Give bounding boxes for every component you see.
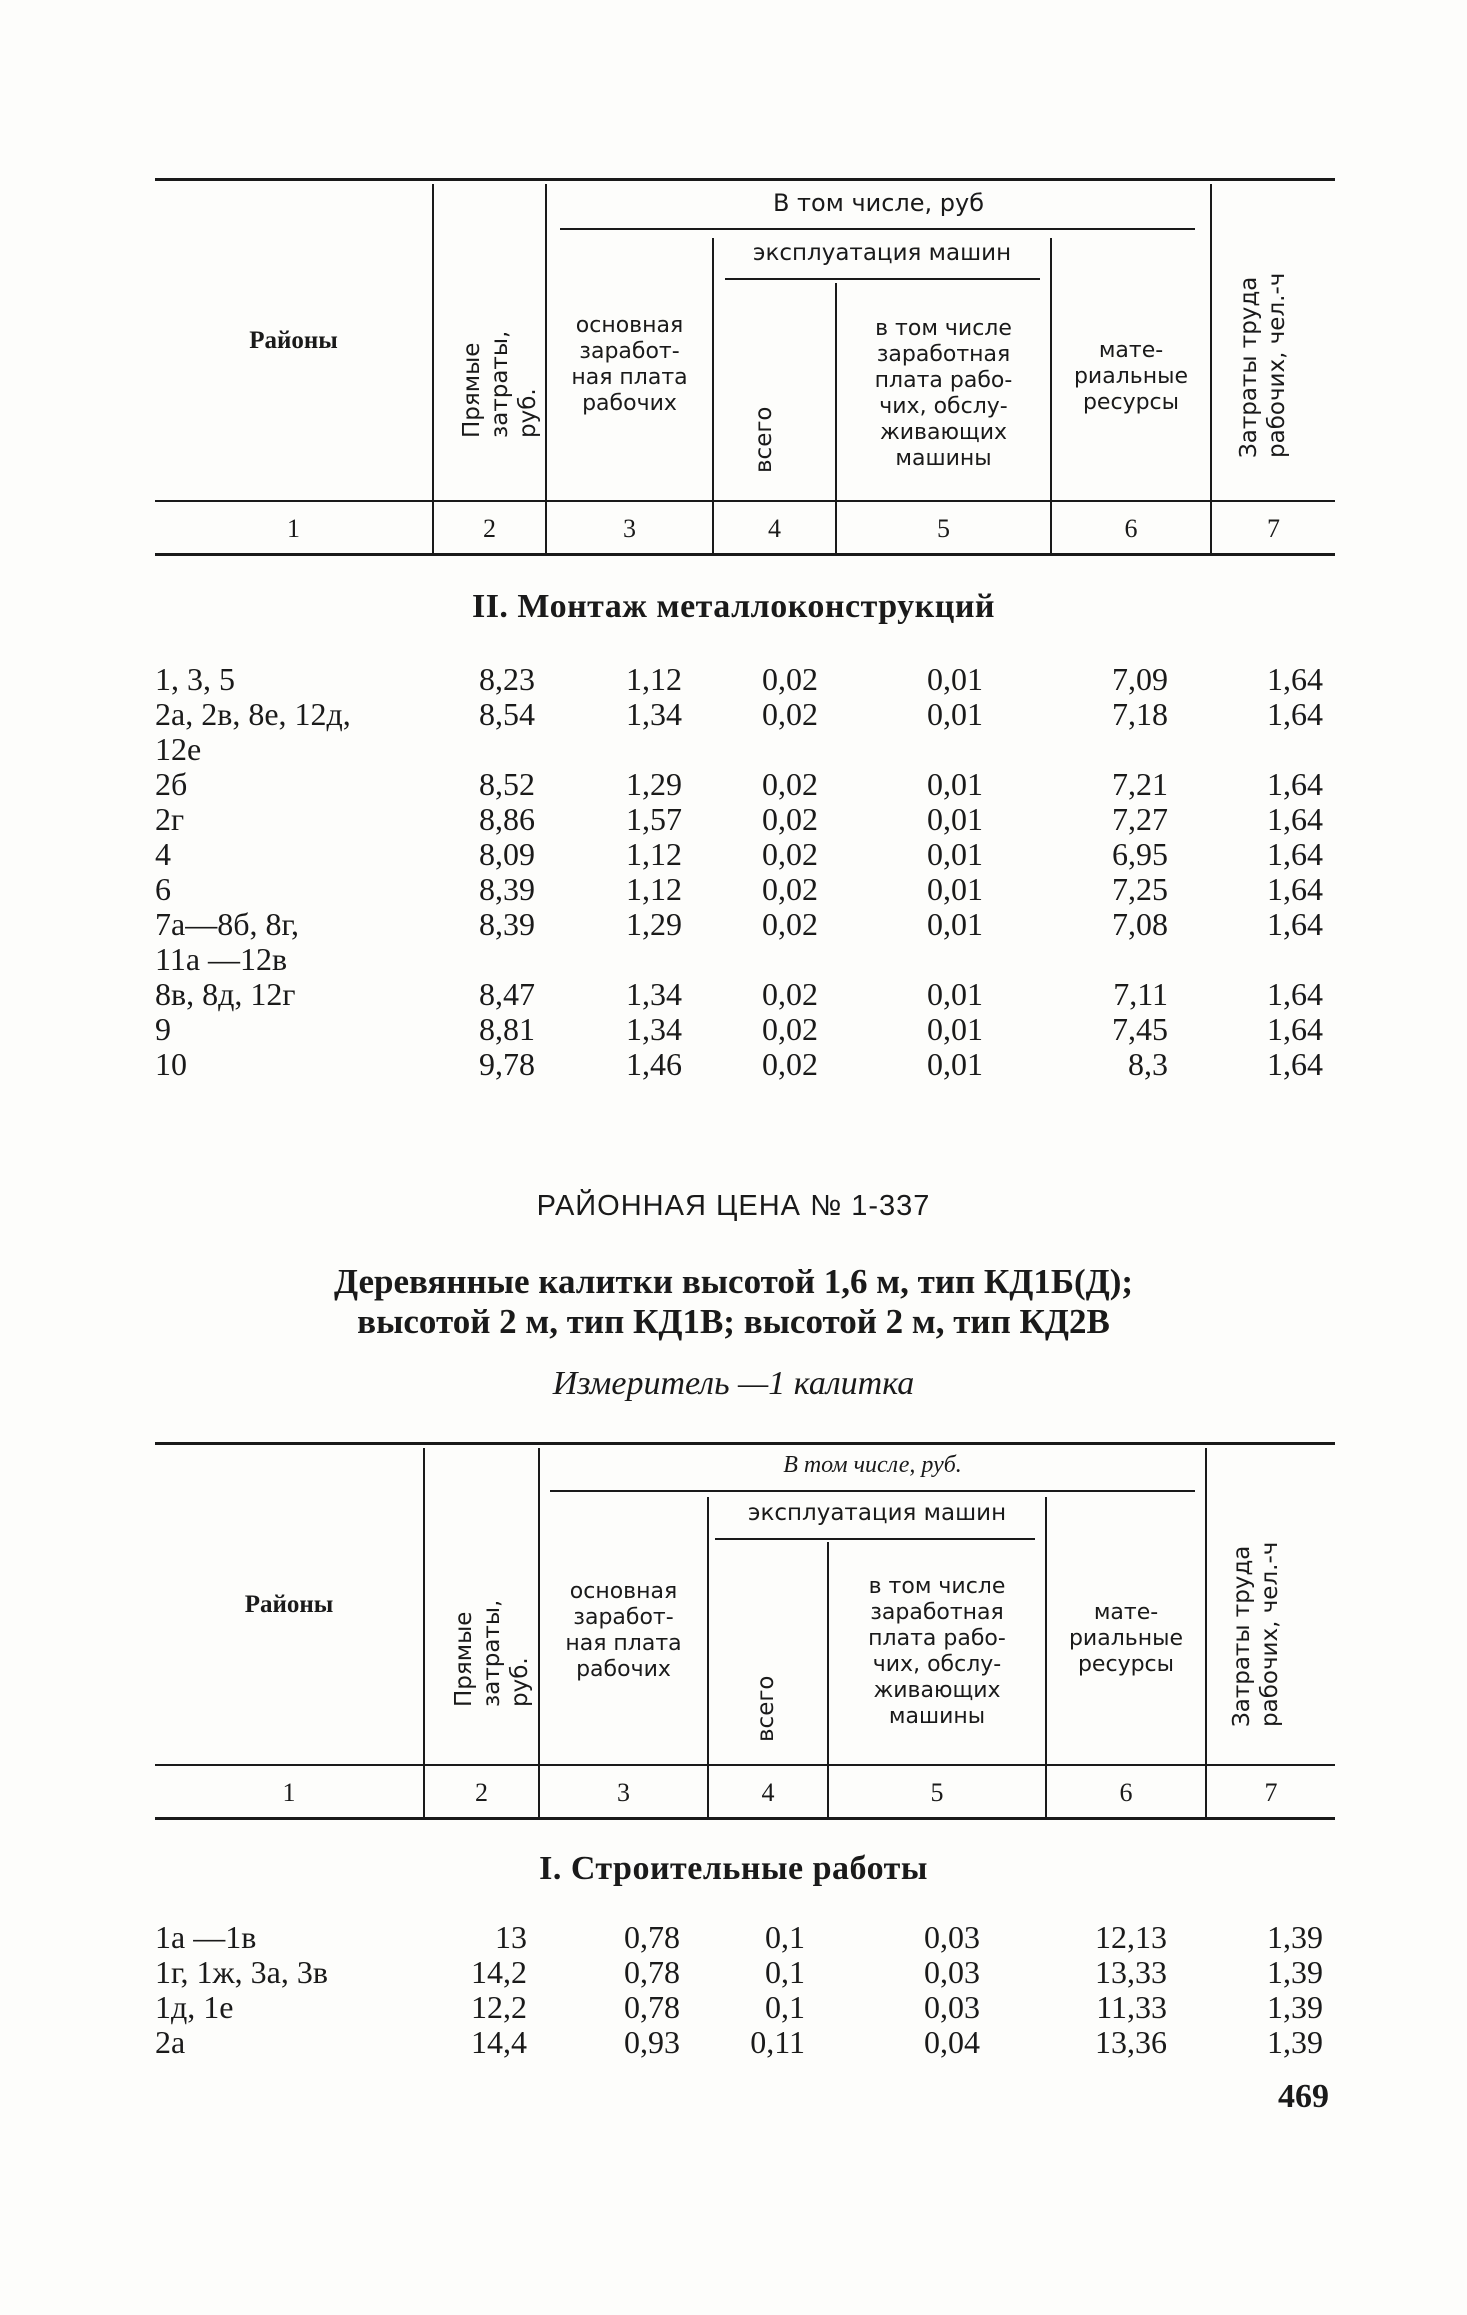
row-value-c3: 1,34 xyxy=(626,976,682,1012)
row-value-c3: 1,29 xyxy=(626,906,682,942)
row-value-c7: 1,39 xyxy=(1267,2024,1323,2060)
row-value-c3: 1,46 xyxy=(626,1046,682,1082)
table-row xyxy=(155,1047,1335,1082)
row-value-c3: 1,57 xyxy=(626,801,682,837)
table-row xyxy=(155,697,1335,732)
col-number-1: 1 xyxy=(287,514,300,543)
row-value-c2: 8,39 xyxy=(479,871,535,907)
col-total-header-2: всего xyxy=(753,1675,779,1742)
row-value-c4: 0,02 xyxy=(762,1011,818,1047)
row-value-c5: 0,01 xyxy=(927,1046,983,1082)
col-number-2: 2 xyxy=(483,514,496,543)
row-value-c5: 0,01 xyxy=(927,766,983,802)
table-header-2 xyxy=(155,1442,1335,1822)
col-number-3-t2: 3 xyxy=(617,1778,630,1807)
group-machines-header: эксплуатация машин xyxy=(752,240,1012,266)
group-machines-header-2: эксплуатация машин xyxy=(747,1500,1007,1526)
row-region: 8в, 8д, 12г xyxy=(155,976,296,1012)
row-value-c2: 8,81 xyxy=(479,1011,535,1047)
row-region: 2а xyxy=(155,2024,186,2060)
row-value-c5: 0,01 xyxy=(927,976,983,1012)
col-number-7: 7 xyxy=(1267,514,1280,543)
table-row xyxy=(155,942,1335,977)
table-row xyxy=(155,767,1335,802)
row-value-c7: 1,64 xyxy=(1267,696,1323,732)
row-value-c7: 1,64 xyxy=(1267,1046,1323,1082)
row-value-c4: 0,1 xyxy=(765,1919,805,1955)
page-number: 469 xyxy=(1278,2078,1329,2115)
table-row xyxy=(155,2025,1335,2060)
row-value-c2: 8,09 xyxy=(479,836,535,872)
row-value-c6: 7,18 xyxy=(1112,696,1168,732)
col-number-5: 5 xyxy=(937,514,950,543)
measure-unit: Измеритель —1 калитка xyxy=(552,1365,915,1402)
row-value-c5: 0,03 xyxy=(924,1954,980,1990)
row-value-c6: 12,13 xyxy=(1095,1919,1167,1955)
row-value-c2: 8,47 xyxy=(479,976,535,1012)
row-value-c6: 7,11 xyxy=(1113,976,1168,1012)
section-title-1: II. Монтаж металлоконструкций xyxy=(471,588,996,625)
row-value-c4: 0,1 xyxy=(765,1989,805,2025)
row-value-c4: 0,11 xyxy=(750,2024,805,2060)
row-value-c2: 14,4 xyxy=(471,2024,527,2060)
row-value-c3: 0,78 xyxy=(624,1954,680,1990)
col-regions-header-2: Районы xyxy=(244,1591,334,1618)
table-header-1 xyxy=(155,178,1335,558)
col-direct-costs-header: Прямые затраты, руб. xyxy=(459,330,541,438)
table-row xyxy=(155,1920,1335,1955)
row-value-c3: 1,12 xyxy=(626,661,682,697)
col-number-7-t2: 7 xyxy=(1264,1778,1278,1807)
row-region: 9 xyxy=(155,1011,171,1047)
col-base-wage-header: основная заработ- ная плата рабочих xyxy=(571,313,688,416)
table-row xyxy=(155,907,1335,942)
row-value-c5: 0,01 xyxy=(927,696,983,732)
row-value-c5: 0,01 xyxy=(927,871,983,907)
row-value-c5: 0,01 xyxy=(927,801,983,837)
row-value-c5: 0,03 xyxy=(924,1919,980,1955)
col-base-wage-header-2: основная заработ- ная плата рабочих xyxy=(565,1579,682,1682)
row-value-c7: 1,39 xyxy=(1267,1919,1323,1955)
col-materials-header-2: мате- риальные ресурсы xyxy=(1068,1600,1184,1677)
row-value-c6: 7,27 xyxy=(1112,801,1168,837)
row-value-c6: 6,95 xyxy=(1112,836,1168,872)
row-region: 1г, 1ж, 3а, 3в xyxy=(155,1954,328,1990)
table-row xyxy=(155,872,1335,907)
row-region: 2а, 2в, 8е, 12д, xyxy=(155,696,351,732)
row-value-c3: 0,93 xyxy=(624,2024,680,2060)
section-1-rows xyxy=(155,662,1335,1082)
row-value-c2: 8,23 xyxy=(479,661,535,697)
row-value-c4: 0,02 xyxy=(762,801,818,837)
col-number-4: 4 xyxy=(768,514,781,543)
row-value-c5: 0,03 xyxy=(924,1989,980,2025)
row-value-c3: 1,12 xyxy=(626,836,682,872)
row-value-c5: 0,01 xyxy=(927,836,983,872)
col-labor-header: Затраты труда рабочих, чел.-ч xyxy=(1236,272,1290,458)
row-region: 1а —1в xyxy=(155,1919,257,1955)
row-region: 10 xyxy=(155,1046,187,1082)
item-title-line-1: Деревянные калитки высотой 1,6 м, тип КД1Б(Д); xyxy=(333,1262,1134,1301)
price-title: РАЙОННАЯ ЦЕНА № 1-337 xyxy=(536,1190,931,1222)
col-number-5-t2: 5 xyxy=(930,1778,944,1807)
col-number-2-t2: 2 xyxy=(475,1778,488,1807)
table-row xyxy=(155,837,1335,872)
item-title-line-2: высотой 2 м, тип КД1В; высотой 2 м, тип КД2В xyxy=(357,1302,1110,1341)
row-value-c3: 1,34 xyxy=(626,1011,682,1047)
row-region: 12е xyxy=(155,731,202,767)
row-value-c2: 8,54 xyxy=(479,696,535,732)
row-region: 11а —12в xyxy=(155,941,288,977)
row-value-c6: 7,08 xyxy=(1112,906,1168,942)
row-value-c7: 1,64 xyxy=(1267,976,1323,1012)
row-value-c6: 8,3 xyxy=(1128,1046,1168,1082)
col-number-6: 6 xyxy=(1124,514,1138,543)
row-value-c6: 13,36 xyxy=(1095,2024,1167,2060)
row-value-c7: 1,64 xyxy=(1267,801,1323,837)
row-value-c4: 0,02 xyxy=(762,661,818,697)
row-value-c4: 0,02 xyxy=(762,766,818,802)
table-row xyxy=(155,662,1335,697)
group-including-header-2: В том числе, руб. xyxy=(783,1452,962,1478)
row-region: 2г xyxy=(155,801,185,837)
row-value-c7: 1,64 xyxy=(1267,1011,1323,1047)
col-number-4-t2: 4 xyxy=(761,1778,775,1807)
row-value-c2: 8,52 xyxy=(479,766,535,802)
col-machine-wage-header: в том числе заработная плата рабо- чих, обслу- живающих машины xyxy=(874,316,1013,471)
col-materials-header: мате- риальные ресурсы xyxy=(1073,338,1189,415)
row-value-c5: 0,04 xyxy=(924,2024,980,2060)
row-value-c2: 14,2 xyxy=(471,1954,527,1990)
table-row xyxy=(155,1990,1335,2025)
col-machine-wage-header-2: в том числе заработная плата рабо- чих, обслу- живающих машины xyxy=(868,1574,1006,1729)
table-row xyxy=(155,732,1335,767)
row-value-c2: 8,86 xyxy=(479,801,535,837)
row-value-c3: 0,78 xyxy=(624,1989,680,2025)
row-value-c3: 1,12 xyxy=(626,871,682,907)
col-number-1-t2: 1 xyxy=(282,1778,296,1807)
row-value-c2: 13 xyxy=(495,1919,527,1955)
row-value-c7: 1,64 xyxy=(1267,871,1323,907)
row-value-c7: 1,64 xyxy=(1267,836,1323,872)
section-title-2: I. Строительные работы xyxy=(539,1850,928,1887)
row-value-c6: 7,21 xyxy=(1112,766,1168,802)
row-value-c4: 0,02 xyxy=(762,836,818,872)
row-value-c2: 8,39 xyxy=(479,906,535,942)
col-regions-header: Районы xyxy=(249,327,338,354)
col-labor-header-2: Затраты труда рабочих, чел.-ч xyxy=(1229,1541,1283,1727)
row-value-c7: 1,64 xyxy=(1267,766,1323,802)
row-value-c7: 1,39 xyxy=(1267,1954,1323,1990)
row-value-c6: 11,33 xyxy=(1096,1989,1167,2025)
table-row xyxy=(155,977,1335,1012)
row-value-c4: 0,02 xyxy=(762,976,818,1012)
row-value-c5: 0,01 xyxy=(927,1011,983,1047)
row-value-c4: 0,1 xyxy=(765,1954,805,1990)
row-value-c7: 1,39 xyxy=(1267,1989,1323,2025)
row-region: 2б xyxy=(155,766,188,802)
table-row xyxy=(155,802,1335,837)
table-row xyxy=(155,1012,1335,1047)
col-total-header: всего xyxy=(751,406,777,473)
row-value-c4: 0,02 xyxy=(762,906,818,942)
row-value-c5: 0,01 xyxy=(927,906,983,942)
row-value-c3: 1,29 xyxy=(626,766,682,802)
col-number-6-t2: 6 xyxy=(1119,1778,1133,1807)
col-direct-costs-header-2: Прямые затраты, руб. xyxy=(451,1599,533,1707)
row-value-c3: 1,34 xyxy=(626,696,682,732)
row-value-c4: 0,02 xyxy=(762,1046,818,1082)
row-value-c7: 1,64 xyxy=(1267,906,1323,942)
row-region: 6 xyxy=(155,871,171,907)
section-2-rows xyxy=(155,1920,1335,2060)
row-region: 1, 3, 5 xyxy=(155,661,235,697)
group-including-header: В том числе, руб xyxy=(772,189,985,217)
row-value-c2: 9,78 xyxy=(479,1046,535,1082)
row-value-c5: 0,01 xyxy=(927,661,983,697)
row-value-c6: 7,45 xyxy=(1112,1011,1168,1047)
row-region: 1д, 1е xyxy=(155,1989,234,2025)
row-region: 4 xyxy=(155,836,171,872)
row-value-c4: 0,02 xyxy=(762,871,818,907)
row-value-c3: 0,78 xyxy=(624,1919,680,1955)
table-row xyxy=(155,1955,1335,1990)
row-region: 7а—8б, 8г, xyxy=(155,906,299,942)
row-value-c7: 1,64 xyxy=(1267,661,1323,697)
row-value-c2: 12,2 xyxy=(471,1989,527,2025)
row-value-c6: 7,25 xyxy=(1112,871,1168,907)
col-number-3: 3 xyxy=(623,514,636,543)
row-value-c6: 7,09 xyxy=(1112,661,1168,697)
row-value-c4: 0,02 xyxy=(762,696,818,732)
row-value-c6: 13,33 xyxy=(1095,1954,1167,1990)
